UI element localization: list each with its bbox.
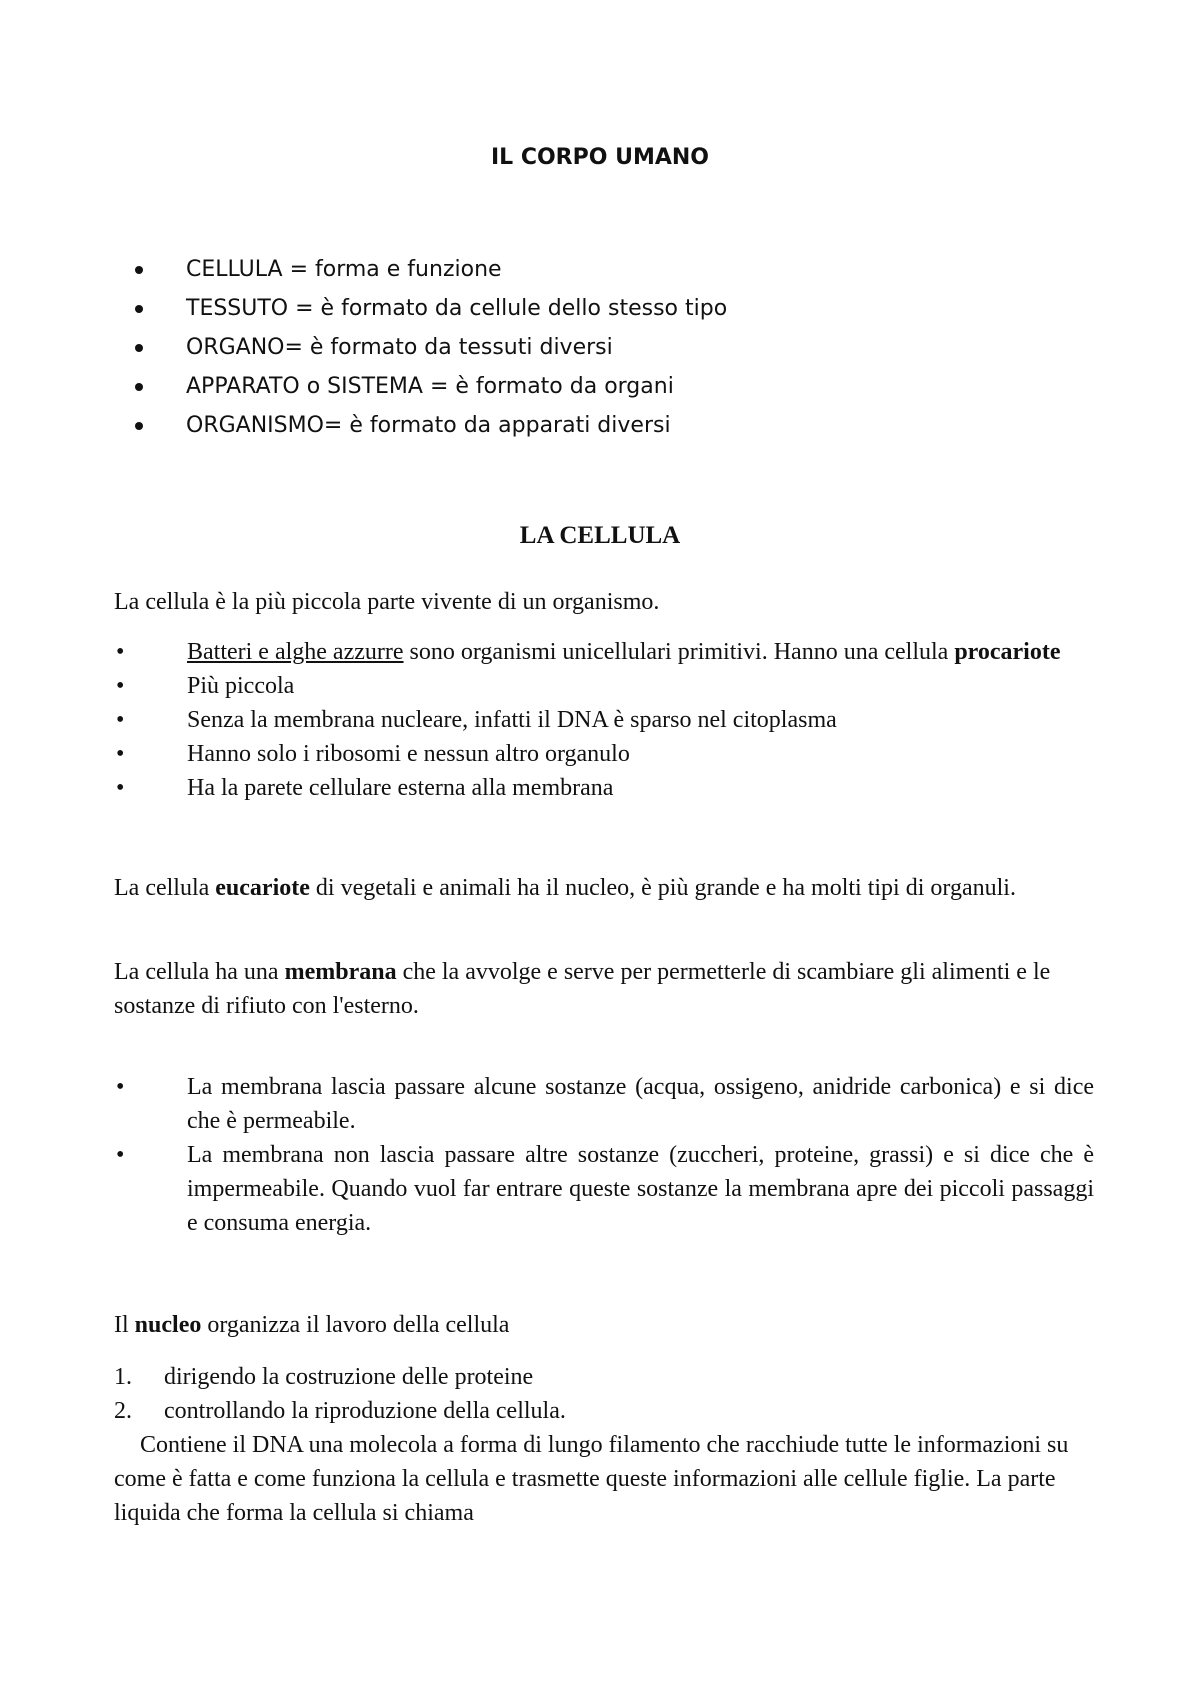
bullet-icon: • bbox=[116, 1142, 125, 1168]
list-item: • La membrana lascia passare alcune sostanze (acqua, ossigeno, anidride carbonica) e si dice che è permeabile. bbox=[114, 1070, 1094, 1138]
list-item: • La membrana non lascia passare altre sostanze (zuccheri, proteine, grassi) e si dice che è impermeabile. Quando vuol far entrare queste sostanze la membrana apre dei piccoli passaggi e consuma energia. bbox=[114, 1138, 1094, 1240]
bullet-icon: • bbox=[116, 775, 125, 801]
nucleo-list bbox=[114, 1360, 1094, 1428]
bullet-icon bbox=[135, 422, 143, 430]
bullet-icon: • bbox=[116, 707, 125, 733]
bullet-icon: • bbox=[116, 673, 125, 699]
list-item: CELLULA = forma e funzione bbox=[155, 250, 727, 289]
list-item: 2. controllando la riproduzione della cellula. bbox=[114, 1398, 566, 1424]
list-item: • Più piccola bbox=[114, 669, 1094, 703]
bullet-icon: • bbox=[116, 741, 125, 767]
membrana-paragraph: La cellula ha una membrana che la avvolge e serve per permetterle di scambiare gli alimenti e le sostanze di rifiuto con l'esterno. bbox=[114, 959, 1051, 1019]
list-item: APPARATO o SISTEMA = è formato da organi bbox=[155, 367, 727, 406]
list-item: 1. dirigendo la costruzione delle proteine bbox=[114, 1364, 534, 1390]
bullet-icon bbox=[135, 266, 143, 274]
bullet-icon bbox=[135, 305, 143, 313]
list-item: ORGANISMO= è formato da apparati diversi bbox=[155, 406, 727, 445]
list-item: ORGANO= è formato da tessuti diversi bbox=[155, 328, 727, 367]
bullet-icon bbox=[135, 344, 143, 352]
intro-paragraph: La cellula è la più piccola parte vivente di un organismo. bbox=[114, 589, 660, 615]
list-item: • Batteri e alghe azzurre sono organismi unicellulari primitivi. Hanno una cellula procariote bbox=[114, 635, 1094, 669]
bullet-icon bbox=[135, 383, 143, 391]
list-item: • Senza la membrana nucleare, infatti il DNA è sparso nel citoplasma bbox=[114, 703, 1094, 737]
membrana-list bbox=[114, 1070, 1094, 1240]
bullet-icon: • bbox=[116, 639, 125, 665]
list-item: • Hanno solo i ribosomi e nessun altro organulo bbox=[114, 737, 1094, 771]
closing-paragraph: Contiene il DNA una molecola a forma di lungo filamento che racchiude tutte le informazioni su come è fatta e come funziona la cellula e trasmette queste informazioni alle cellule figlie. La parte liquida che forma la cellula si chiama bbox=[114, 1432, 1069, 1526]
section-title: LA CELLULA bbox=[519, 522, 681, 549]
list-item: • Ha la parete cellulare esterna alla membrana bbox=[114, 771, 1094, 805]
bullet-icon: • bbox=[116, 1074, 125, 1100]
eucariote-paragraph: La cellula eucariote di vegetali e animali ha il nucleo, è più grande e ha molti tipi di organuli. bbox=[114, 875, 1016, 901]
procariote-list bbox=[114, 635, 1094, 805]
levels-list bbox=[155, 250, 727, 445]
list-item: TESSUTO = è formato da cellule dello stesso tipo bbox=[155, 289, 727, 328]
nucleo-paragraph: Il nucleo organizza il lavoro della cellula bbox=[114, 1312, 510, 1338]
page-title: IL CORPO UMANO bbox=[490, 145, 710, 170]
